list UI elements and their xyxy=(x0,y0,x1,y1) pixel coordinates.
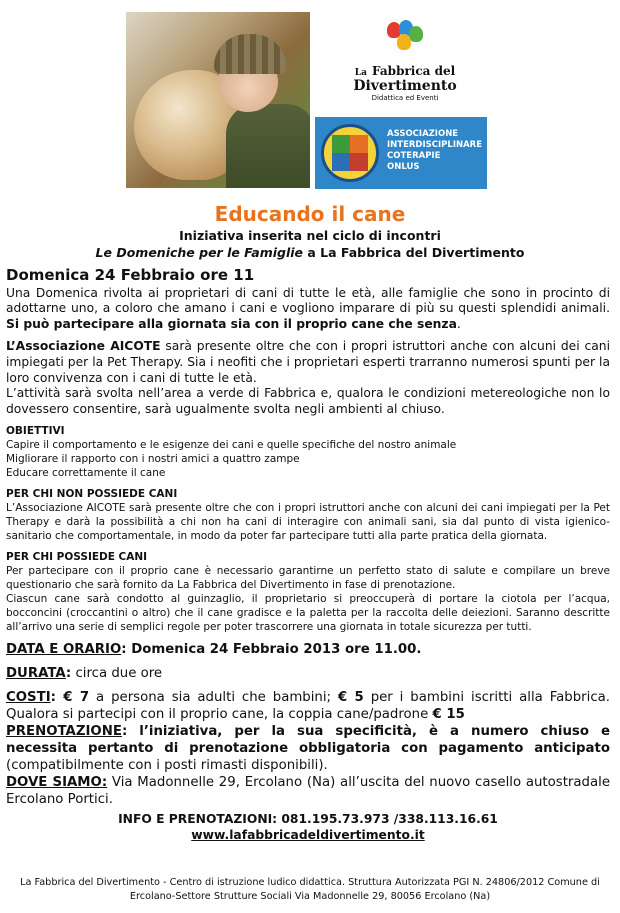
aicote-logo xyxy=(315,117,487,189)
booking-paragraph: PRENOTAZIONE: l’iniziativa, per la sua specificità, è a numero chiuso e necessita pertanto di prenotazione obbligatoria con pagamento anticipato (compatibilmente con i posti rimasti disponibili). xyxy=(6,724,610,774)
dog-and-child-photo xyxy=(126,12,310,188)
page-title: Educando il cane xyxy=(214,202,406,226)
intro-paragraph: Una Domenica rivolta ai proprietari di cani di tutte le età, alle famiglie che sono in procinto di adottarne uno, a coloro che amano i cani e vogliono imparare di più su questi splendidi animali. Si può partecipare alla giornata sia con il proprio cane che senza. xyxy=(6,285,610,331)
logo-name-line2: Divertimento xyxy=(353,78,457,94)
event-date-heading: Domenica 24 Febbraio ore 11 xyxy=(6,266,255,284)
website-link-row xyxy=(6,828,610,844)
objectives-title: OBIETTIVI xyxy=(6,425,65,438)
footer-line-2: Ercolano-Settore Strutture Sociali Via Madonnelle 29, 80056 Ercolano (Na) xyxy=(129,891,491,902)
has-dog-title: PER CHI POSSIEDE CANI xyxy=(6,551,148,564)
objective-item: Capire il comportamento e le esigenze dei cani e quelle specifiche del nostro animale xyxy=(6,439,457,452)
logo-tagline: Didattica ed Eventi xyxy=(371,94,439,102)
location-paragraph: DOVE SIAMO: Via Madonnelle 29, Ercolano (Na) all’uscita del nuovo casello autostradale Ercolano Portici. xyxy=(6,775,611,808)
no-dog-title: PER CHI NON POSSIEDE CANI xyxy=(6,488,178,501)
has-dog-paragraph-2: Ciascun cane sarà condotto al guinzaglio, il proprietario si preoccuperà di portare la ciotola per l’acqua, bocconcini (croccantini o altro) che il cane gradisce e la paletta per la raccolta delle deiezioni. Saranno descritte all’arrivo una serie di semplici regole per poter trascorrere una giornata in totale sicurezza per tutti. xyxy=(6,593,610,634)
pet-therapy-badge-icon xyxy=(321,124,379,182)
child-coat xyxy=(226,104,310,188)
date-time-line: DATA E ORARIO: Domenica 24 Febbraio 2013 ore 11.00. xyxy=(6,642,422,658)
has-dog-paragraph-1: Per partecipare con il proprio cane è necessario garantirne un perfetto stato di salute e compilare un breve questionario che sarà fornito da La Fabbrica del Divertimento in fase di prenotazione. xyxy=(6,565,610,592)
fabbrica-logo xyxy=(340,20,470,110)
aicote-logo-text: ASSOCIAZIONE INTERDISCIPLINARE COTERAPIE ONLUS xyxy=(387,129,483,172)
aicote-paragraph: L’Associazione AICOTE sarà presente oltre che con i propri istruttori anche con alcuni dei cani impiegati per la Pet Therapy. Sia i neofiti che i proprietari esperti trarranno numerosi spunti per la loro convivenza con i cani di tutte le età. xyxy=(6,339,610,385)
page-footer xyxy=(8,876,612,904)
colored-hands-icon xyxy=(383,20,427,54)
no-dog-paragraph: L’Associazione AICOTE sarà presente oltre che con i propri istruttori anche con alcuni dei cani impiegati per la Pet Therapy e darà la possibilità a chi non ha cani di interagire con animali sani, sia dal punto di vista igienico-sanitario che comportamentale, in modo da poter far partecipare tutti alla parte pratica della giornata. xyxy=(6,502,610,543)
objective-item: Educare correttamente il cane xyxy=(6,467,166,480)
child-hat xyxy=(214,34,286,74)
contacts-line: INFO E PRENOTAZIONI: 081.195.73.973 /338.113.16.61 xyxy=(118,812,498,827)
duration-line: DURATA: circa due ore xyxy=(6,666,163,682)
logo-name-line1: Fabbrica del xyxy=(372,64,456,78)
logo-la: La xyxy=(354,68,367,78)
website-link[interactable]: www.lafabbricadeldivertimento.it xyxy=(191,827,425,842)
costs-paragraph: COSTI: € 7 a persona sia adulti che bambini; € 5 per i bambini iscritti alla Fabbrica. Qualora si partecipi con il proprio cane, la coppia cane/padrone € 15 xyxy=(6,690,611,723)
footer-line-1: La Fabbrica del Divertimento - Centro di istruzione ludico didattica. Struttura Autorizzata PGI N. 24806/2012 Comune di xyxy=(20,877,600,888)
subtitle-program: Le Domeniche per le Famiglie a La Fabbrica del Divertimento xyxy=(95,245,525,260)
activity-paragraph: L’attività sarà svolta nell’area a verde di Fabbrica e, qualora le condizioni metereologiche non lo dovessero consentire, sarà ugualmente svolta negli ambienti al chiuso. xyxy=(6,386,610,416)
document-body xyxy=(6,268,610,844)
objective-item: Migliorare il rapporto con i nostri amici a quattro zampe xyxy=(6,453,300,466)
subtitle-series: Iniziativa inserita nel ciclo di incontri xyxy=(179,228,441,243)
